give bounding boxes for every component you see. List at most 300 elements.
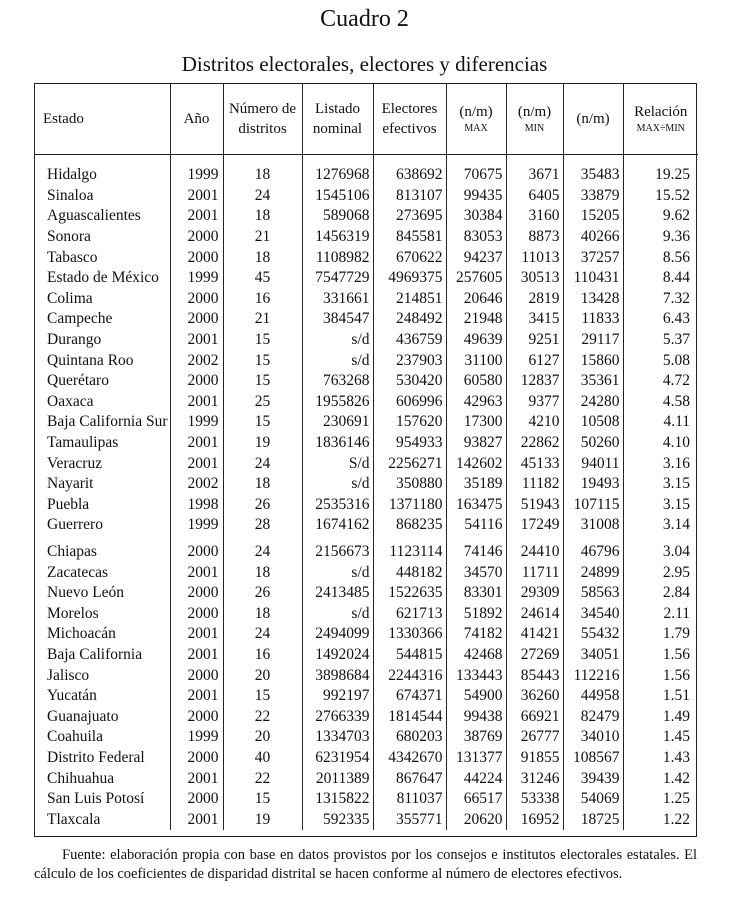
cell-numero-distritos: 24 [223,536,302,563]
cell-nm-min: 22862 [506,433,563,454]
cell-nm: 35483 [563,155,623,186]
cell-numero-distritos: 15 [223,371,302,392]
cell-relacion: 9.62 [623,206,698,227]
cell-nm-min: 11711 [506,562,563,583]
cell-anio: 2000 [170,583,223,604]
cell-electores-efectivos: 867647 [373,768,446,789]
cell-nm: 108567 [563,748,623,769]
cell-anio: 2001 [170,809,223,830]
cell-estado: Hidalgo [47,166,97,184]
table-row [35,412,698,433]
cell-anio: 1999 [170,155,223,186]
cell-relacion: 3.14 [623,515,698,536]
cell-nm: 50260 [563,433,623,454]
cell-relacion: 4.10 [623,433,698,454]
cell-relacion: 8.44 [623,268,698,289]
cell-nm: 35361 [563,371,623,392]
cell-numero-distritos: 22 [223,768,302,789]
cell-listado-nominal: 2766339 [302,706,373,727]
cell-listado-nominal: 331661 [302,289,373,310]
cell-relacion: 1.56 [623,665,698,686]
cell-listado-nominal: 992197 [302,686,373,707]
cell-nm-min: 24614 [506,603,563,624]
cell-electores-efectivos: 355771 [373,809,446,830]
cell-relacion: 8.56 [623,247,698,268]
cell-electores-efectivos: 237903 [373,350,446,371]
cell-electores-efectivos: 868235 [373,515,446,536]
header-sublabel: MAX÷MIN [636,123,685,134]
cell-relacion: 4.72 [623,371,698,392]
cell-nm-min: 29309 [506,583,563,604]
cell-nm: 29117 [563,330,623,351]
cell-estado: Tlaxcala [47,810,101,828]
cell-relacion: 1.25 [623,789,698,810]
cell-nm-min: 8873 [506,227,563,248]
header-electores-efectivos [373,84,446,155]
cell-estado: Querétaro [47,372,109,390]
cell-electores-efectivos: 606996 [373,392,446,413]
cell-estado: Distrito Federal [47,748,145,766]
cell-electores-efectivos: 845581 [373,227,446,248]
cell-nm-min: 51943 [506,495,563,516]
cell-estado: Puebla [47,495,90,513]
table-row [35,768,698,789]
cell-nm: 10508 [563,412,623,433]
cell-nm-max: 163475 [446,495,506,516]
cell-relacion: 19.25 [623,155,698,186]
cell-numero-distritos: 18 [223,206,302,227]
cell-numero-distritos: 22 [223,706,302,727]
cell-nm: 34010 [563,727,623,748]
cell-nm-max: 20646 [446,289,506,310]
header-label: Relación [634,104,688,120]
cell-estado: Tabasco [47,248,98,266]
cell-nm-min: 41421 [506,624,563,645]
cell-relacion: 2.84 [623,583,698,604]
cell-nm: 44958 [563,686,623,707]
cell-listado-nominal: s/d [302,603,373,624]
cell-nm-max: 131377 [446,748,506,769]
cell-nm-min: 11182 [506,474,563,495]
cell-nm-min: 85443 [506,665,563,686]
cell-electores-efectivos: 954933 [373,433,446,454]
cell-relacion: 4.58 [623,392,698,413]
cell-electores-efectivos: 680203 [373,727,446,748]
cell-listado-nominal: 1108982 [302,247,373,268]
cell-numero-distritos: 16 [223,289,302,310]
cell-anio: 2000 [170,603,223,624]
cell-nm: 34540 [563,603,623,624]
cell-numero-distritos: 18 [223,562,302,583]
table-row [35,809,698,830]
cell-electores-efectivos: 638692 [373,155,446,186]
cell-nm: 18725 [563,809,623,830]
cell-listado-nominal: 7547729 [302,268,373,289]
table-row [35,206,698,227]
cell-nm: 37257 [563,247,623,268]
cell-nm-max: 30384 [446,206,506,227]
cell-electores-efectivos: 1522635 [373,583,446,604]
cell-listado-nominal: 2413485 [302,583,373,604]
cell-anio: 2000 [170,789,223,810]
cell-relacion: 2.95 [623,562,698,583]
table-row [35,289,698,310]
cell-anio: 2001 [170,645,223,666]
cell-estado: Jalisco [47,666,90,684]
cell-numero-distritos: 28 [223,515,302,536]
table-row [35,727,698,748]
cell-electores-efectivos: 813107 [373,186,446,207]
cell-numero-distritos: 15 [223,686,302,707]
cell-estado: Baja California Sur [47,413,168,431]
cell-relacion: 1.45 [623,727,698,748]
cell-anio: 2002 [170,350,223,371]
cell-numero-distritos: 45 [223,268,302,289]
cell-listado-nominal: 2156673 [302,536,373,563]
cell-nm-min: 16952 [506,809,563,830]
cell-nm: 24899 [563,562,623,583]
cell-electores-efectivos: 1371180 [373,495,446,516]
table-row [35,536,698,563]
page-title: Cuadro 2 [320,6,409,32]
cell-nm-max: 99435 [446,186,506,207]
cell-anio: 2001 [170,562,223,583]
header-label: Estado [43,111,84,127]
cell-listado-nominal: 384547 [302,309,373,330]
cell-electores-efectivos: 1123114 [373,536,446,563]
cell-listado-nominal: 1836146 [302,433,373,454]
cell-nm-max: 83301 [446,583,506,604]
header-label: (n/m) [517,104,552,120]
cell-anio: 2000 [170,227,223,248]
cell-listado-nominal: s/d [302,330,373,351]
cell-relacion: 15.52 [623,186,698,207]
cell-estado: Veracruz [47,454,103,472]
cell-nm: 19493 [563,474,623,495]
cell-nm: 33879 [563,186,623,207]
cell-anio: 2000 [170,706,223,727]
cell-electores-efectivos: 621713 [373,603,446,624]
header-sublabel: MAX [464,123,488,134]
cell-anio: 2002 [170,474,223,495]
header-numero-distritos [223,84,302,155]
table-subtitle: Distritos electorales, electores y diferencias [181,52,548,76]
cell-estado: Sonora [47,228,91,246]
cell-anio: 2001 [170,768,223,789]
cell-anio: 1999 [170,727,223,748]
cell-nm: 39439 [563,768,623,789]
cell-anio: 2001 [170,206,223,227]
cell-estado: Oaxaca [47,392,94,410]
cell-listado-nominal: s/d [302,350,373,371]
cell-anio: 2000 [170,748,223,769]
cell-nm-max: 51892 [446,603,506,624]
cell-estado: Sinaloa [47,186,94,204]
cell-electores-efectivos: 157620 [373,412,446,433]
cell-nm-max: 21948 [446,309,506,330]
source-note: Fuente: elaboración propia con base en datos provistos por los consejos e institutos electorales estatales. El cálculo de los coeficientes de disparidad distrital se hacen conforme al número de electores efectivos. [34,847,697,882]
cell-nm-min: 3415 [506,309,563,330]
cell-estado: Zacatecas [47,563,109,581]
cell-nm-min: 12837 [506,371,563,392]
header-nm-max [446,84,506,155]
table-body [35,155,698,831]
header-label: Electores efectivos [381,101,438,137]
cell-nm-max: 35189 [446,474,506,495]
cell-relacion: 3.15 [623,495,698,516]
table-row [35,603,698,624]
table-row [35,350,698,371]
cell-relacion: 4.11 [623,412,698,433]
table-row [35,706,698,727]
cell-numero-distritos: 16 [223,645,302,666]
cell-electores-efectivos: 350880 [373,474,446,495]
cell-electores-efectivos: 2244316 [373,665,446,686]
table-row [35,330,698,351]
cell-numero-distritos: 26 [223,495,302,516]
cell-listado-nominal: S/d [302,453,373,474]
cell-anio: 2001 [170,624,223,645]
cell-nm-max: 49639 [446,330,506,351]
cell-nm-min: 31246 [506,768,563,789]
cell-listado-nominal: 1545106 [302,186,373,207]
cell-numero-distritos: 18 [223,474,302,495]
cell-estado: Nayarit [47,475,94,493]
cell-anio: 2001 [170,433,223,454]
cell-listado-nominal: 2535316 [302,495,373,516]
cell-nm-min: 30513 [506,268,563,289]
table-row [35,268,698,289]
cell-numero-distritos: 25 [223,392,302,413]
cell-nm-max: 257605 [446,268,506,289]
table-row [35,665,698,686]
cell-listado-nominal: 1456319 [302,227,373,248]
cell-electores-efectivos: 2256271 [373,453,446,474]
cell-listado-nominal: 592335 [302,809,373,830]
cell-nm-max: 74182 [446,624,506,645]
cell-estado: Coahuila [47,728,103,746]
cell-electores-efectivos: 436759 [373,330,446,351]
cell-listado-nominal: 3898684 [302,665,373,686]
table-row [35,789,698,810]
table-row [35,247,698,268]
cell-nm: 110431 [563,268,623,289]
table-row [35,624,698,645]
cell-electores-efectivos: 530420 [373,371,446,392]
cell-nm-min: 24410 [506,536,563,563]
cell-anio: 2000 [170,309,223,330]
cell-electores-efectivos: 4342670 [373,748,446,769]
cell-nm-max: 34570 [446,562,506,583]
table-row [35,309,698,330]
table-row [35,186,698,207]
cell-estado: Guerrero [47,516,103,534]
table-row [35,453,698,474]
cell-nm-min: 2819 [506,289,563,310]
cell-anio: 2000 [170,247,223,268]
data-table-frame [34,83,697,837]
cell-anio: 2000 [170,665,223,686]
cell-numero-distritos: 20 [223,665,302,686]
table-row [35,562,698,583]
cell-nm-max: 133443 [446,665,506,686]
cell-nm-max: 99438 [446,706,506,727]
cell-relacion: 3.15 [623,474,698,495]
cell-nm: 58563 [563,583,623,604]
cell-relacion: 1.79 [623,624,698,645]
cell-electores-efectivos: 811037 [373,789,446,810]
cell-nm-max: 142602 [446,453,506,474]
cell-nm: 40266 [563,227,623,248]
cell-estado: Nuevo León [47,584,125,602]
cell-listado-nominal: 763268 [302,371,373,392]
cell-electores-efectivos: 448182 [373,562,446,583]
cell-nm: 54069 [563,789,623,810]
cell-relacion: 2.11 [623,603,698,624]
cell-relacion: 1.56 [623,645,698,666]
cell-listado-nominal: 1315822 [302,789,373,810]
header-relacion [623,84,698,155]
cell-estado: Quintana Roo [47,351,134,369]
cell-nm-max: 93827 [446,433,506,454]
header-nm-min [506,84,563,155]
cell-numero-distritos: 15 [223,350,302,371]
cell-relacion: 3.16 [623,453,698,474]
cell-electores-efectivos: 670622 [373,247,446,268]
cell-numero-distritos: 24 [223,453,302,474]
districts-table [35,84,698,830]
cell-electores-efectivos: 248492 [373,309,446,330]
cell-estado: San Luis Potosí [47,790,145,808]
cell-nm: 112216 [563,665,623,686]
table-row [35,495,698,516]
cell-nm-max: 42963 [446,392,506,413]
table-row [35,433,698,454]
cell-electores-efectivos: 674371 [373,686,446,707]
header-label: (n/m) [576,111,610,127]
cell-nm-max: 20620 [446,809,506,830]
cell-listado-nominal: 1674162 [302,515,373,536]
table-row [35,748,698,769]
cell-numero-distritos: 24 [223,624,302,645]
table-row [35,227,698,248]
header-label: Listado nominal [312,101,363,137]
cell-listado-nominal: 1276968 [302,155,373,186]
cell-nm-max: 42468 [446,645,506,666]
cell-numero-distritos: 19 [223,809,302,830]
cell-anio: 2001 [170,686,223,707]
cell-numero-distritos: 15 [223,789,302,810]
table-row [35,645,698,666]
cell-nm-min: 17249 [506,515,563,536]
table-row [35,474,698,495]
cell-nm: 11833 [563,309,623,330]
cell-nm-min: 6405 [506,186,563,207]
cell-listado-nominal: 1492024 [302,645,373,666]
header-label: Año [183,111,210,127]
cell-nm-max: 54900 [446,686,506,707]
cell-estado: Campeche [47,310,113,328]
cell-listado-nominal: 589068 [302,206,373,227]
cell-nm-max: 66517 [446,789,506,810]
cell-nm: 82479 [563,706,623,727]
cell-estado: Michoacán [47,625,116,643]
cell-anio: 2000 [170,371,223,392]
cell-nm-min: 9377 [506,392,563,413]
cell-nm-min: 53338 [506,789,563,810]
table-row [35,583,698,604]
cell-nm-max: 17300 [446,412,506,433]
cell-nm-max: 83053 [446,227,506,248]
cell-electores-efectivos: 544815 [373,645,446,666]
cell-numero-distritos: 15 [223,412,302,433]
cell-nm-min: 66921 [506,706,563,727]
cell-nm-min: 91855 [506,748,563,769]
cell-listado-nominal: 6231954 [302,748,373,769]
cell-estado: Chihuahua [47,769,115,787]
cell-listado-nominal: 1955826 [302,392,373,413]
cell-estado: Colima [47,289,93,307]
cell-nm: 55432 [563,624,623,645]
cell-electores-efectivos: 4969375 [373,268,446,289]
cell-estado: Baja California [47,645,143,663]
cell-numero-distritos: 21 [223,309,302,330]
cell-numero-distritos: 20 [223,727,302,748]
cell-relacion: 1.43 [623,748,698,769]
cell-nm-max: 44224 [446,768,506,789]
cell-estado: Estado de México [47,269,159,287]
table-row [35,155,698,186]
cell-estado: Durango [47,331,102,349]
cell-relacion: 9.36 [623,227,698,248]
table-row [35,392,698,413]
cell-listado-nominal: 2011389 [302,768,373,789]
cell-relacion: 1.42 [623,768,698,789]
cell-estado: Yucatán [47,687,97,705]
header-label: (n/m) [459,104,493,120]
cell-numero-distritos: 19 [223,433,302,454]
cell-nm: 107115 [563,495,623,516]
cell-anio: 1999 [170,515,223,536]
cell-nm: 31008 [563,515,623,536]
cell-nm: 24280 [563,392,623,413]
cell-anio: 2001 [170,453,223,474]
header-anio [170,84,223,155]
cell-relacion: 1.51 [623,686,698,707]
cell-nm: 13428 [563,289,623,310]
header-row [35,84,698,155]
cell-anio: 2001 [170,186,223,207]
cell-nm-max: 60580 [446,371,506,392]
cell-listado-nominal: 230691 [302,412,373,433]
cell-estado: Tamaulipas [47,434,119,452]
cell-electores-efectivos: 1330366 [373,624,446,645]
cell-anio: 1999 [170,268,223,289]
cell-numero-distritos: 26 [223,583,302,604]
cell-listado-nominal: s/d [302,474,373,495]
header-sublabel: MIN [524,123,545,134]
cell-nm-min: 26777 [506,727,563,748]
cell-nm-min: 3671 [506,155,563,186]
cell-anio: 1999 [170,412,223,433]
cell-anio: 2000 [170,289,223,310]
cell-estado: Morelos [47,604,99,622]
header-estado [35,84,170,155]
cell-nm-max: 54116 [446,515,506,536]
cell-nm-max: 74146 [446,536,506,563]
cell-nm-min: 4210 [506,412,563,433]
header-nm [563,84,623,155]
